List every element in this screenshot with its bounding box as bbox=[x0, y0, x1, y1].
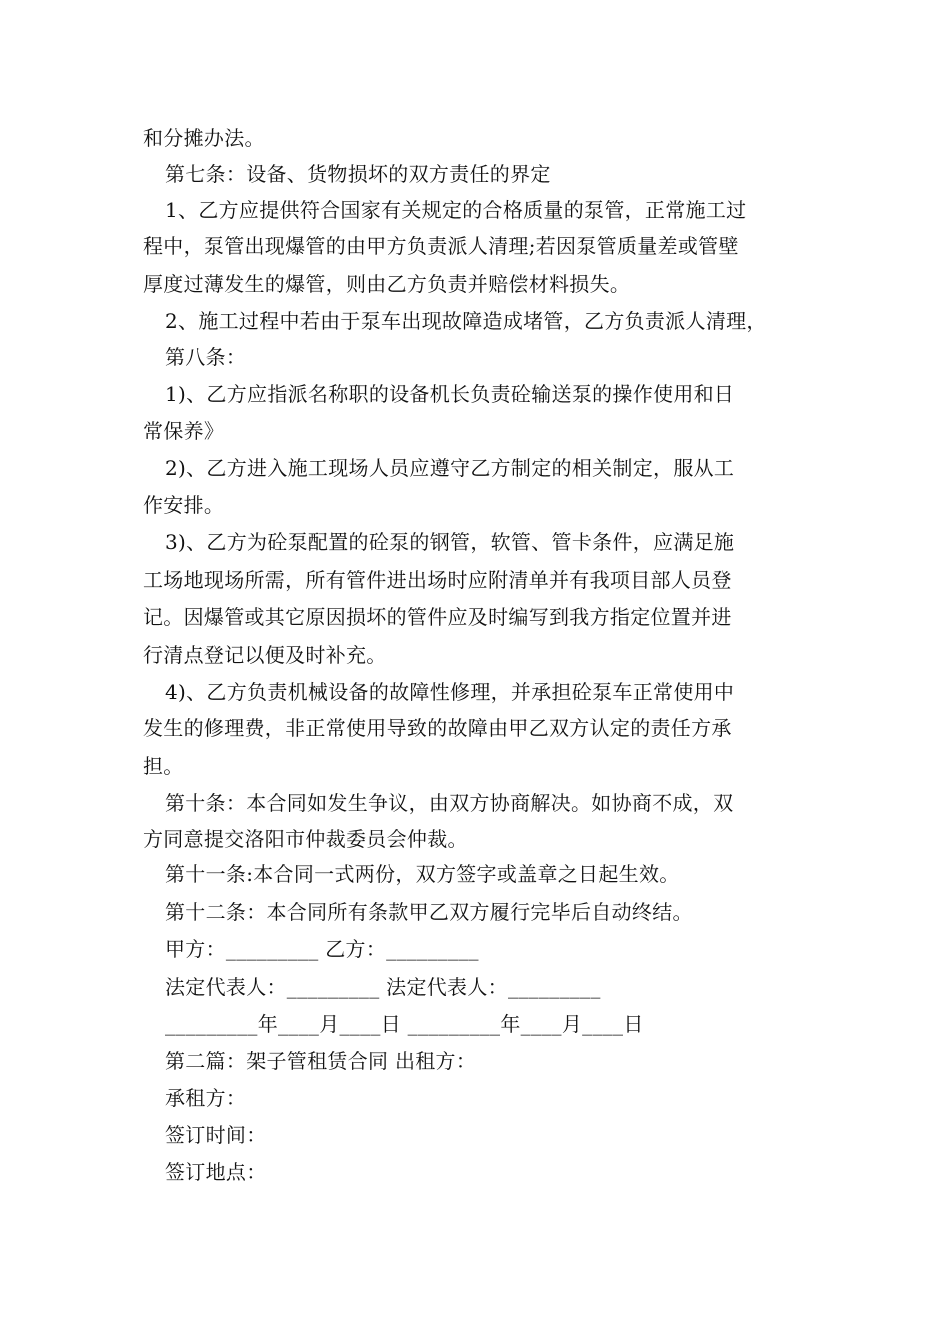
text-line-12: 3)、乙方为砼泵配置的砼泵的钢管，软管、管卡条件，应满足施 bbox=[165, 530, 735, 554]
signing-place-line: 签订地点： bbox=[165, 1160, 267, 1184]
text-line-11: 作安排。 bbox=[143, 493, 225, 517]
article-12-text: 第十二条：本合同所有条款甲乙双方履行完毕后自动终结。 bbox=[165, 900, 693, 924]
text-line-9: 常保养》 bbox=[143, 419, 225, 443]
article-10-text: 第十条：本合同如发生争议，由双方协商解决。如协商不成，双 bbox=[165, 791, 734, 815]
text-line-20: 方同意提交洛阳市仲裁委员会仲裁。 bbox=[143, 827, 468, 851]
text-line-16: 4)、乙方负责机械设备的故障性修理，并承担砼泵车正常使用中 bbox=[165, 680, 735, 704]
party-signature-line: 甲方：_________ 乙方：_________ bbox=[165, 937, 479, 961]
text-line-1: 和分摊办法。 bbox=[143, 126, 265, 150]
article-8-heading: 第八条： bbox=[165, 345, 247, 369]
text-line-8: 1)、乙方应指派名称职的设备机长负责砼输送泵的操作使用和日 bbox=[165, 382, 735, 406]
text-line-6: 2、施工过程中若由于泵车出现故障造成堵管，乙方负责派人清理， bbox=[165, 309, 767, 333]
text-line-5: 厚度过薄发生的爆管，则由乙方负责并赔偿材料损失。 bbox=[143, 272, 631, 296]
legal-representative-line: 法定代表人：_________ 法定代表人：_________ bbox=[165, 975, 601, 999]
article-7-heading: 第七条：设备、货物损坏的双方责任的界定 bbox=[165, 162, 551, 186]
text-line-15: 行清点登记以便及时补充。 bbox=[143, 643, 387, 667]
text-line-18: 担。 bbox=[143, 754, 184, 778]
text-line-4: 程中，泵管出现爆管的由甲方负责派人清理;若因泵管质量差或管壁 bbox=[143, 234, 739, 258]
article-11-text: 第十一条:本合同一式两份，双方签字或盖章之日起生效。 bbox=[165, 862, 680, 886]
signing-time-line: 签订时间： bbox=[165, 1123, 267, 1147]
text-line-17: 发生的修理费，非正常使用导致的故障由甲乙双方认定的责任方承 bbox=[143, 716, 732, 740]
lessee-line: 承租方： bbox=[165, 1086, 247, 1110]
text-line-10: 2)、乙方进入施工现场人员应遵守乙方制定的相关制定，服从工 bbox=[165, 456, 735, 480]
date-line: _________年____月____日 _________年____月____日 bbox=[165, 1012, 644, 1036]
text-line-3: 1、乙方应提供符合国家有关规定的合格质量的泵管，正常施工过 bbox=[165, 198, 747, 222]
text-line-13: 工场地现场所需，所有管件进出场时应附清单并有我项目部人员登 bbox=[143, 568, 732, 592]
text-line-14: 记。因爆管或其它原因损坏的管件应及时编写到我方指定位置并进 bbox=[143, 605, 732, 629]
second-contract-heading: 第二篇：架子管租赁合同 出租方： bbox=[165, 1049, 477, 1073]
